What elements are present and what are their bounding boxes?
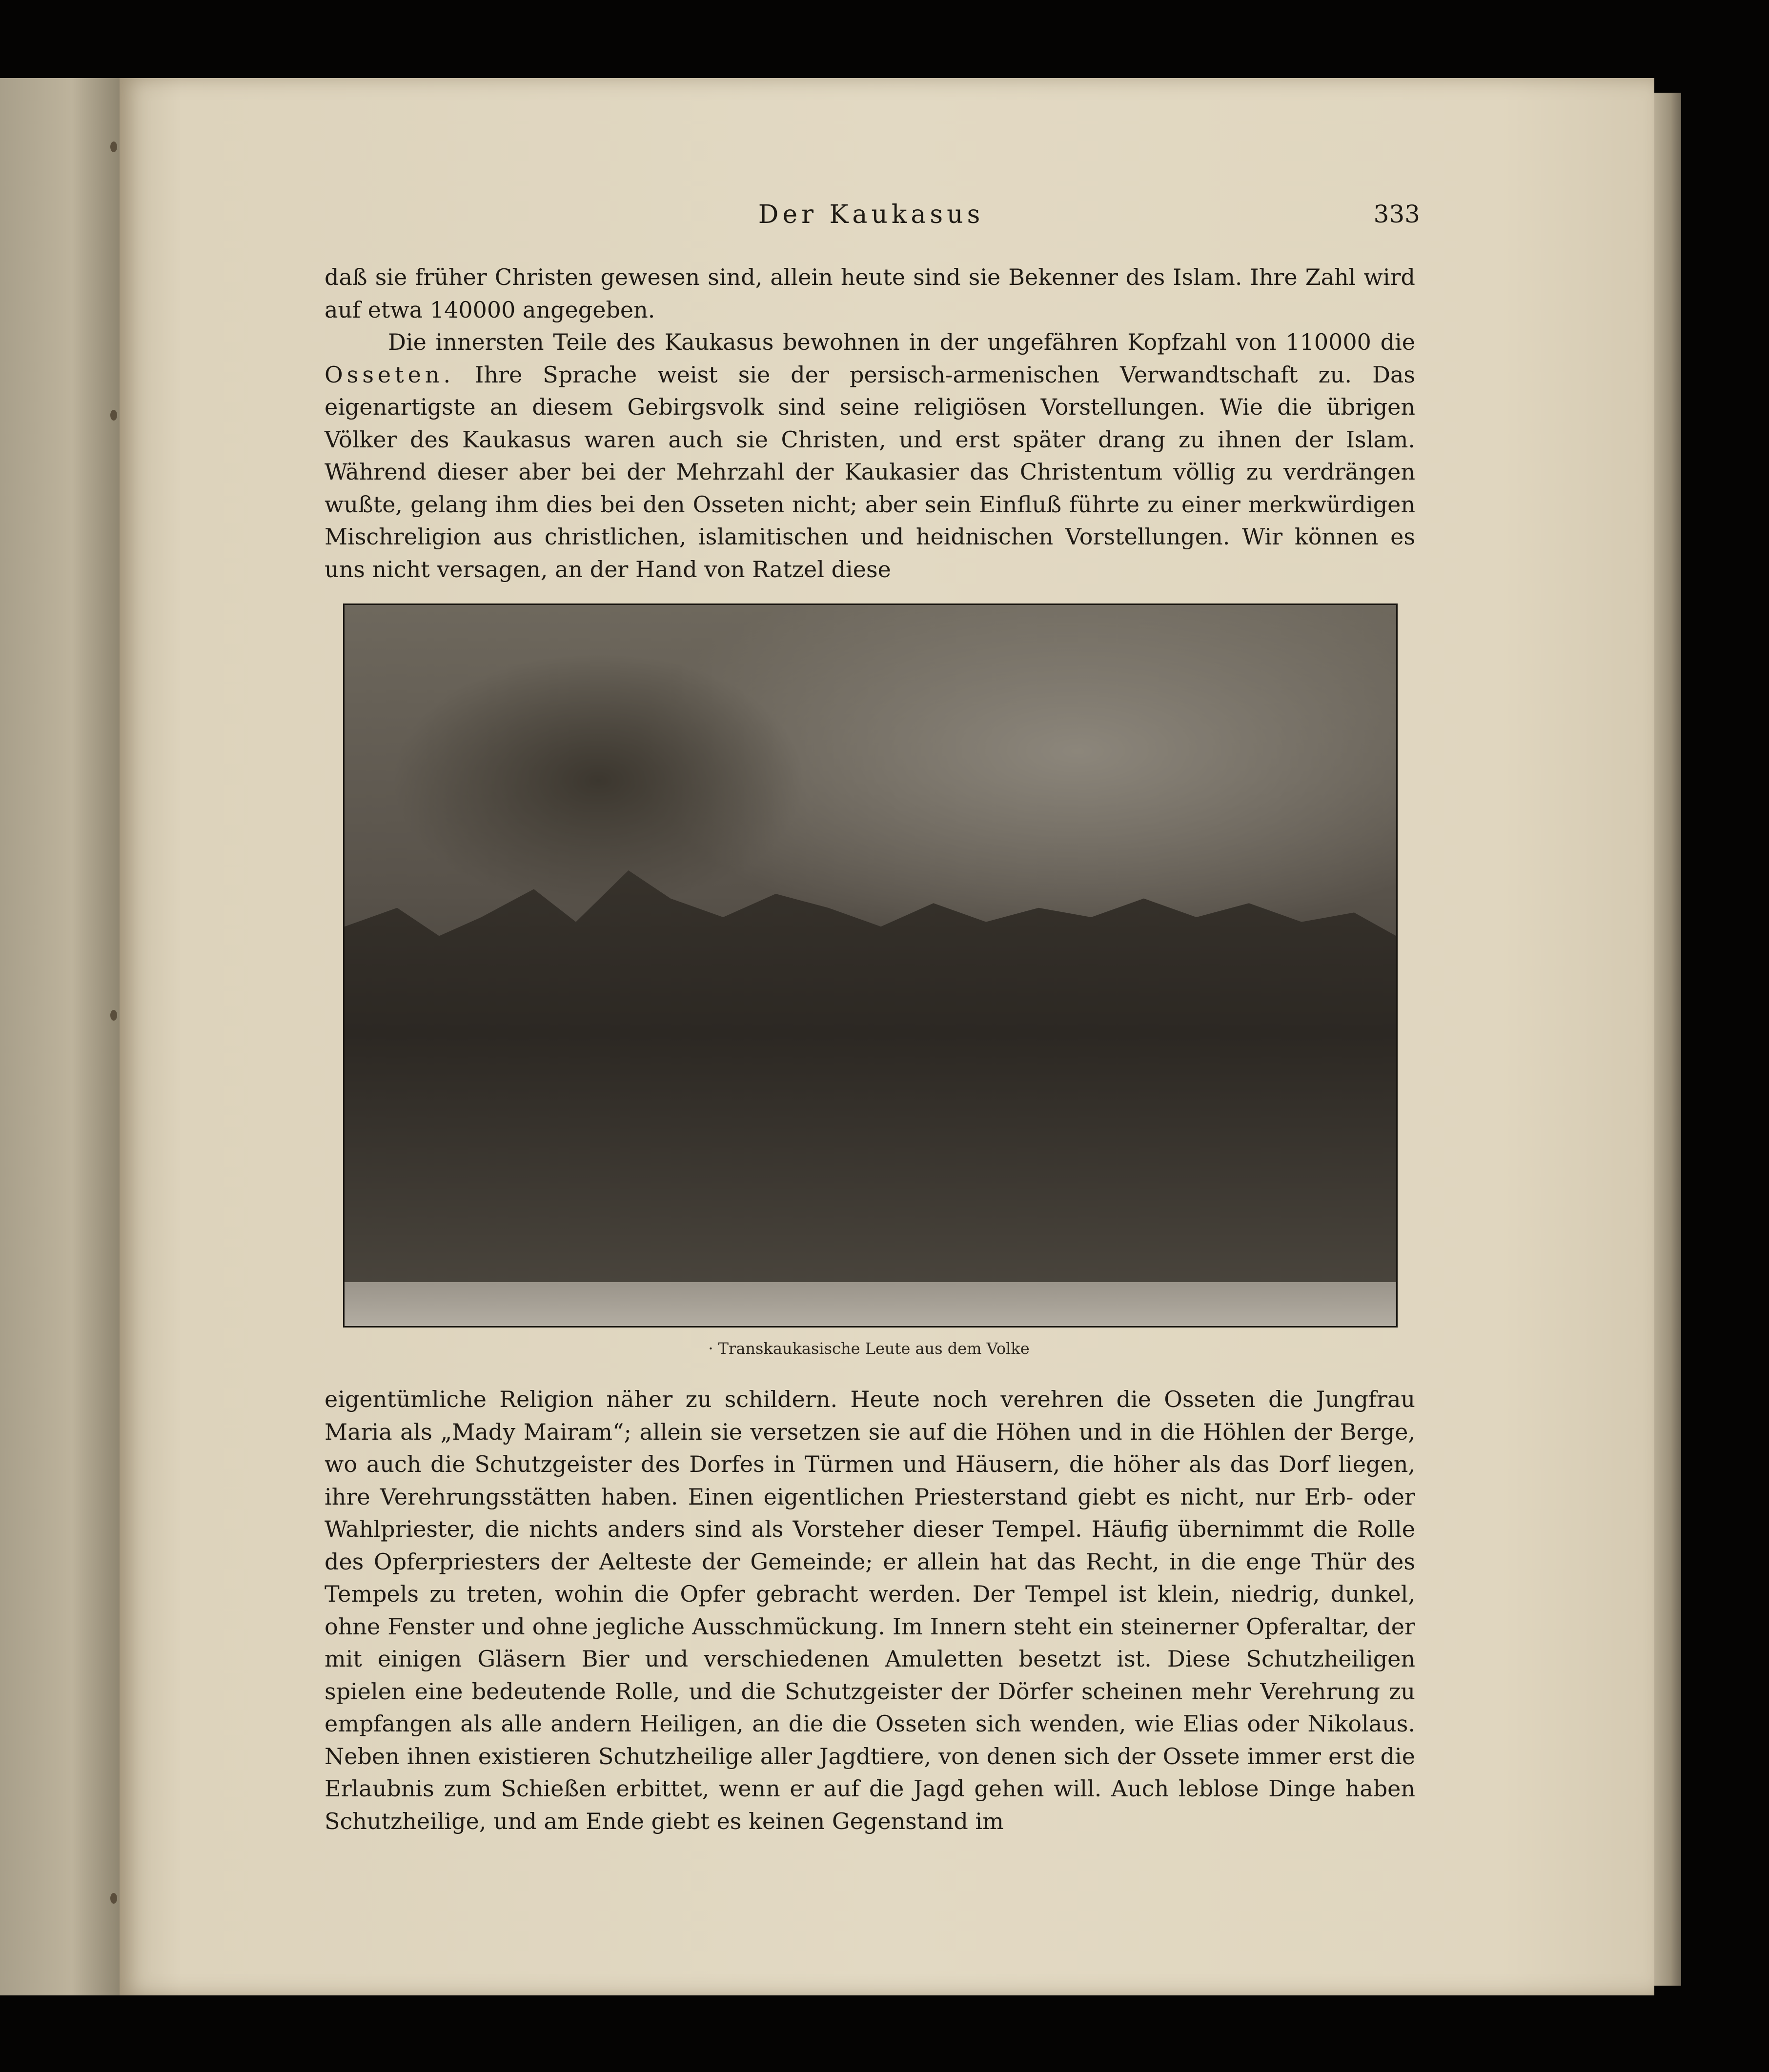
body-text-bottom	[325, 1383, 1415, 1837]
binding-mark	[110, 410, 117, 421]
running-header	[322, 200, 1420, 239]
running-title: Der Kaukasus	[758, 200, 984, 229]
figure-caption: · Transkaukasische Leute aus dem Volke	[708, 1339, 1030, 1358]
binding-mark	[110, 1893, 117, 1904]
previous-page-edge	[0, 78, 120, 1995]
binding-mark	[110, 141, 117, 152]
paragraph-text: Die innersten Teile des Kaukasus bewohnen in der ungefähren Kopfzahl von 110000 die	[388, 329, 1415, 355]
emphasized-word: Osseten.	[325, 361, 455, 388]
paragraph: eigentümliche Religion näher zu schildern. Heute noch verehren die Osseten die Jungfrau Maria als „Mady Mairam“; allein sie versetzen sie auf die Höhen und in die Höhlen der Berge, wo auch die Schutzgeister des Dorfes in Türmen und Häusern, die höher als das Dorf liegen, ihre Verehrungsstätten haben. Einen eigentlichen Priesterstand giebt es nicht, nur Erb- oder Wahlpriester, die nichts anders sind als Vorsteher dieser Tempel. Häufig übernimmt die Rolle des Opferpriesters der Aelteste der Gemeinde; er allein hat das Recht, in die enge Thür des Tempels zu treten, wohin die Opfer gebracht werden. Der Tempel ist klein, niedrig, dunkel, ohne Fenster und ohne jegliche Ausschmückung. Im Innern steht ein steinerner Opferaltar, der mit einigen Gläsern Bier und verschiedenen Amuletten besetzt ist. Diese Schutzheiligen spielen eine bedeutende Rolle, und die Schutzgeister der Dörfer scheinen mehr Verehrung zu empfangen als alle andern Heiligen, an die die Osseten sich wenden, wie Elias oder Nikolaus. Neben ihnen existieren Schutzheilige aller Jagdtiere, von denen sich der Ossete immer erst die Erlaubnis zum Schießen erbittet, wenn er auf die Jagd gehen will. Auch leblose Dinge haben Schutzheilige, und am Ende giebt es keinen Gegenstand im	[325, 1386, 1415, 1834]
ground-image	[345, 1282, 1396, 1326]
page-stack-edge	[1654, 93, 1681, 1986]
figure-photograph	[343, 603, 1398, 1328]
body-text-top	[325, 261, 1415, 585]
paragraph	[325, 326, 1415, 585]
group-of-people-image	[345, 824, 1396, 1292]
paragraph-text: Ihre Sprache weist sie der persisch-armenischen Verwandtschaft zu. Das eigenartigste an diesem Gebirgsvolk sind seine religiösen Vorstellungen. Wie die übrigen Völker des Kaukasus waren auch sie Christen, und erst später drang zu ihnen der Islam. Während dieser aber bei der Mehrzahl der Kaukasier das Christentum völlig zu verdrängen wußte, gelang ihm dies bei den Osseten nicht; aber sein Einfluß führte zu einer merkwürdigen Mischreligion aus christlichen, islamitischen und heidnischen Vorstellungen. Wir können es uns nicht versagen, an der Hand von Ratzel diese	[325, 361, 1416, 583]
page-number: 333	[1373, 200, 1420, 228]
binding-mark	[110, 1010, 117, 1021]
paragraph: daß sie früher Christen gewesen sind, allein heute sind sie Bekenner des Islam. Ihre Zahl wird auf etwa 140000 angegeben.	[325, 264, 1415, 323]
